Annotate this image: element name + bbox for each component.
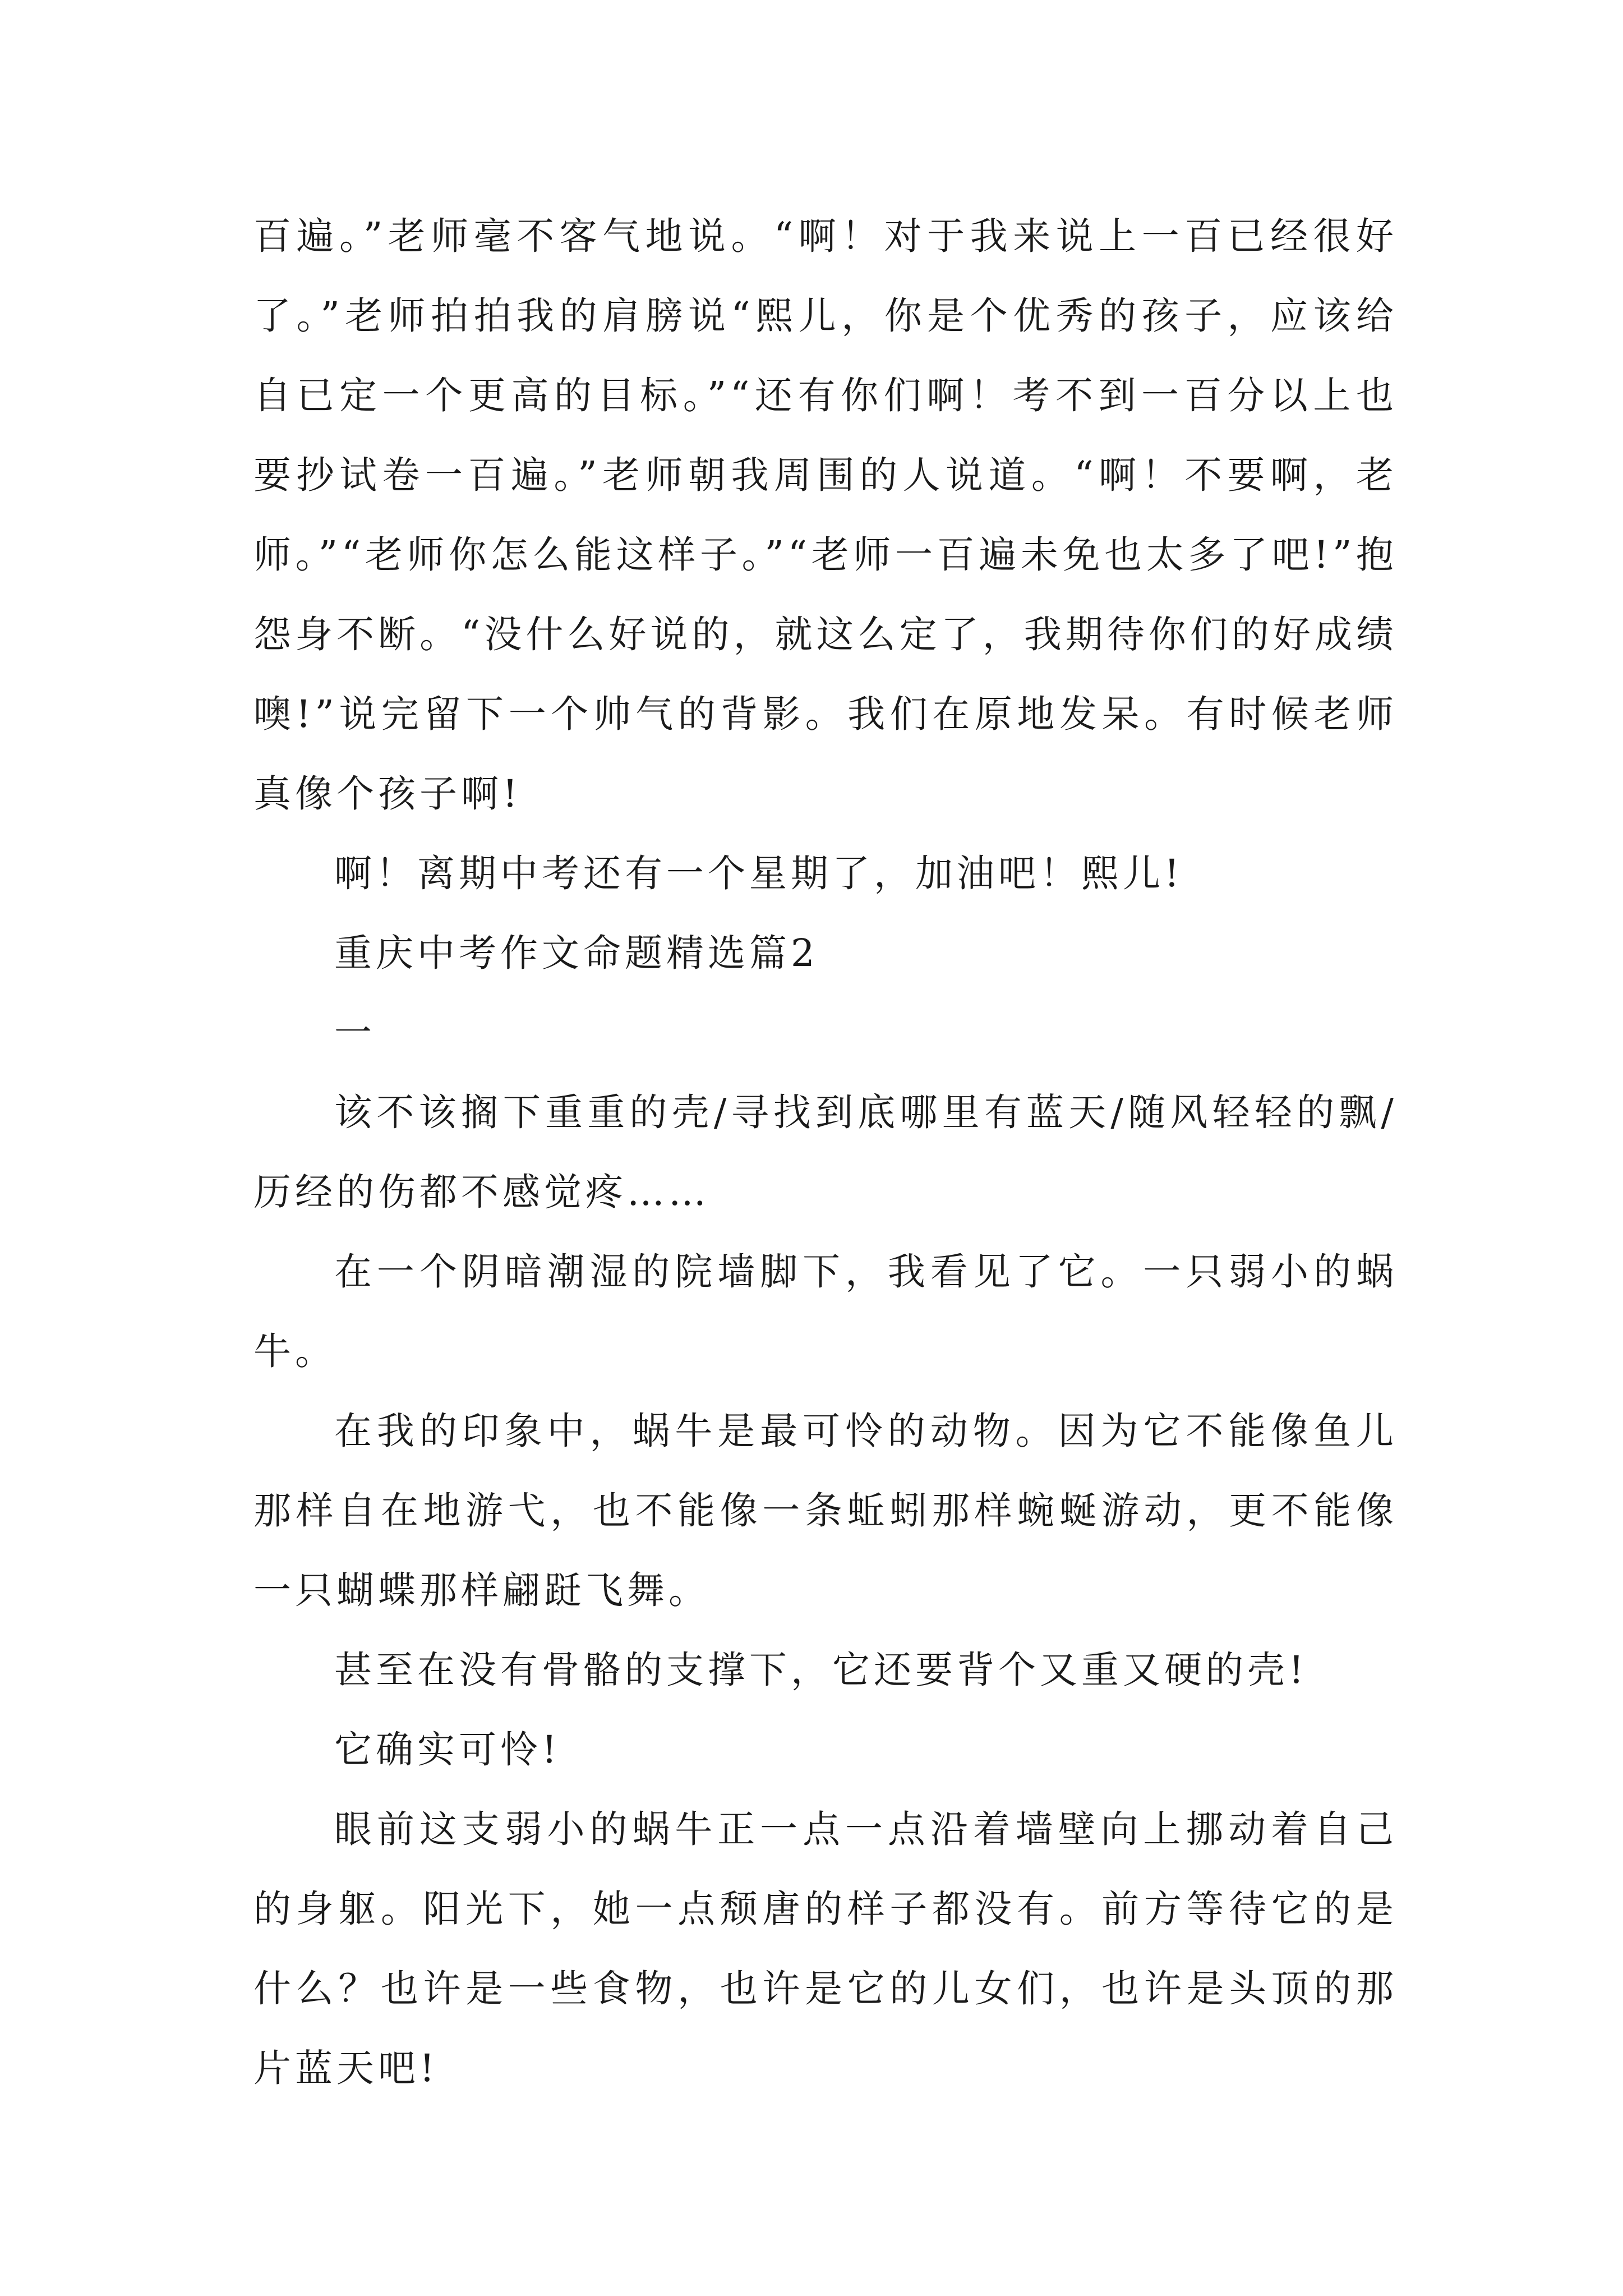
paragraph-shell: 甚至在没有骨骼的支撑下，它还要背个又重又硬的壳! (334, 1648, 1308, 1692)
section-title: 重庆中考作文命题精选篇2 (334, 931, 819, 975)
document-body (253, 196, 1398, 2108)
section-number: 一 (334, 1011, 376, 1055)
paragraph-climbing: 眼前这支弱小的蜗牛正一点一点沿着墙壁向上挪动着自己的身躯。阳光下，她一点颓唐的样子都没有。前方等待它的是什么？也许是一些食物，也许是它的儿女们，也许是头顶的那片蓝天吧! (253, 1807, 1398, 2090)
paragraph-impression: 在我的印象中，蜗牛是最可怜的动物。因为它不能像鱼儿那样自在地游弋，也不能像一条蚯蚓那样蜿蜒游动，更不能像一只蝴蝶那样翩跹飞舞。 (253, 1409, 1398, 1612)
paragraph-lyrics: 该不该搁下重重的壳/寻找到底哪里有蓝天/随风轻轻的飘/历经的伤都不感觉疼…… (253, 1091, 1398, 1214)
paragraph-snail-seen: 在一个阴暗潮湿的院墙脚下，我看见了它。一只弱小的蜗牛。 (253, 1250, 1398, 1373)
paragraph-2: 啊！离期中考还有一个星期了，加油吧！熙儿! (334, 852, 1183, 895)
paragraph-1: 百遍。”老师毫不客气地说。“啊！对于我来说上一百已经很好了。”老师拍拍我的肩膀说“熙儿，你是个优秀的孩子，应该给自已定一个更高的目标。”“还有你们啊！考不到一百分以上也要抄试卷一百遍。”老师朝我周围的人说道。“啊！不要啊，老师。”“老师你怎么能这样子。”“老师一百遍未免也太多了吧!”抱怨身不断。“没什么好说的，就这么定了，我期待你们的好成绩噢!”说完留下一个帅气的背影。我们在原地发呆。有时候老师真像个孩子啊! (253, 214, 1398, 816)
paragraph-pitiful: 它确实可怜! (334, 1728, 561, 1772)
